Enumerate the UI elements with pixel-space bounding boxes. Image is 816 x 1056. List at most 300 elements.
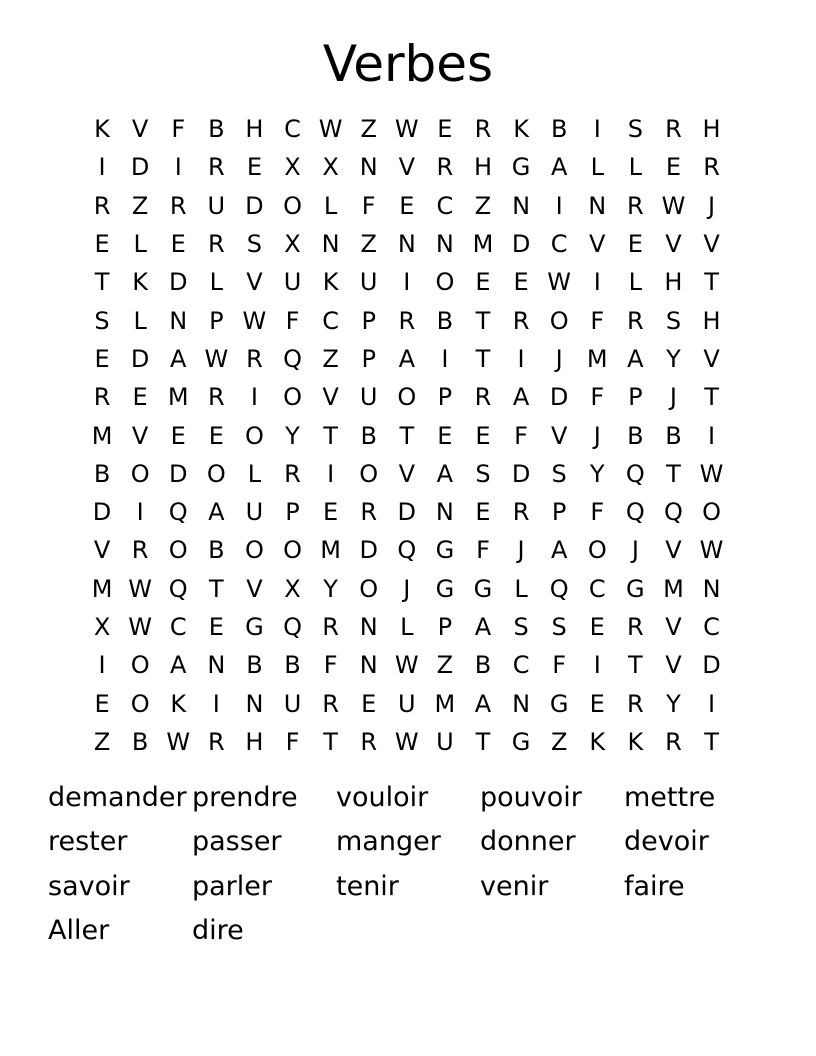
grid-letter: K (627, 727, 644, 756)
grid-letter: O (130, 459, 150, 488)
grid-letter: L (590, 153, 604, 182)
grid-letter: V (93, 536, 111, 565)
word-list-item: savoir (48, 870, 130, 902)
grid-letter: J (403, 574, 411, 603)
grid-letter: O (702, 498, 721, 527)
grid-letter: T (323, 727, 338, 756)
grid-letter: R (627, 306, 644, 335)
grid-letter: Z (131, 191, 149, 220)
grid-letter: B (93, 459, 111, 488)
grid-letter: G (473, 574, 493, 603)
grid-letter: M (320, 536, 341, 565)
grid-letter: M (167, 383, 189, 412)
word-list-item: tenir (336, 870, 399, 902)
grid-letter: I (98, 153, 106, 182)
grid-letter: L (400, 613, 414, 641)
grid-letter: E (589, 689, 605, 718)
grid-letter: Q (664, 498, 683, 527)
word-list-item: passer (192, 826, 282, 858)
grid-letter: O (397, 383, 417, 412)
grid-letter: I (593, 651, 601, 680)
grid-letter: F (590, 306, 605, 335)
grid-letter: I (517, 344, 525, 373)
grid-letter: T (666, 459, 681, 488)
grid-letter: V (665, 651, 682, 680)
grid-letter: A (208, 498, 225, 527)
grid-letter: H (245, 727, 264, 756)
grid-letter: L (514, 574, 528, 603)
grid-letter: R (665, 115, 682, 144)
grid-letter: C (436, 191, 454, 220)
grid-letter: T (704, 268, 719, 297)
grid-letter: A (398, 344, 415, 373)
grid-letter: W (242, 306, 267, 335)
grid-letter: I (403, 268, 411, 297)
grid-letter: O (244, 421, 264, 450)
grid-letter: K (322, 268, 339, 297)
grid-letter: G (511, 153, 531, 182)
grid-letter: A (550, 536, 568, 565)
grid-letter: R (93, 191, 111, 220)
grid-letter: B (550, 115, 568, 144)
grid-letter: O (244, 536, 264, 565)
grid-letter: P (437, 383, 453, 412)
grid-letter: S (513, 613, 529, 641)
grid-letter: R (703, 153, 720, 182)
grid-letter: Y (323, 574, 338, 603)
grid-letter: Z (322, 344, 339, 373)
grid-letter: E (170, 421, 186, 450)
grid-letter: A (474, 613, 492, 641)
grid-letter: J (631, 536, 639, 565)
grid-letter: H (664, 268, 683, 297)
grid-letter: V (665, 613, 682, 641)
grid-letter: W (661, 191, 686, 220)
grid-letter: E (627, 230, 643, 259)
grid-letter: S (627, 115, 643, 144)
grid-letter: R (246, 344, 263, 373)
grid-letter: J (669, 383, 677, 412)
grid-letter: E (399, 191, 415, 220)
grid-letter: S (551, 613, 567, 641)
grid-letter: W (128, 574, 152, 603)
grid-letter: Q (283, 344, 302, 373)
grid-letter: E (94, 344, 110, 373)
grid-letter: P (437, 613, 453, 641)
grid-letter: O (283, 383, 302, 412)
grid-letter: W (318, 115, 343, 144)
word-list-item: parler (192, 870, 272, 902)
grid-letter: R (207, 230, 225, 259)
grid-letter: E (246, 153, 262, 182)
word-list-item: manger (336, 826, 441, 858)
grid-letter: W (547, 268, 572, 297)
grid-letter: V (246, 574, 263, 603)
grid-letter: F (590, 383, 605, 412)
grid-letter: S (551, 459, 567, 488)
grid-letter: X (322, 153, 339, 182)
grid-letter: A (627, 344, 644, 373)
grid-letter: R (322, 689, 339, 718)
grid-letter: I (98, 651, 106, 680)
grid-letter: B (246, 651, 263, 680)
grid-letter: O (435, 268, 455, 297)
grid-letter: R (169, 191, 187, 220)
grid-letter: E (475, 421, 491, 450)
grid-letter: C (588, 574, 606, 603)
grid-letter: O (130, 689, 150, 718)
grid-letter: O (283, 536, 302, 565)
grid-letter: T (704, 383, 719, 412)
grid-letter: E (589, 613, 605, 641)
grid-letter: A (474, 689, 492, 718)
grid-letter: D (130, 344, 150, 373)
grid-letter: W (204, 344, 229, 373)
grid-letter: X (284, 153, 301, 182)
grid-letter: O (359, 574, 379, 603)
word-list-item: Aller (48, 914, 110, 946)
grid-letter: R (360, 498, 378, 527)
grid-letter: U (207, 191, 226, 220)
grid-letter: F (323, 651, 338, 680)
grid-letter: J (555, 344, 563, 373)
grid-letter: U (283, 689, 302, 718)
grid-letter: B (436, 306, 454, 335)
grid-letter: B (627, 421, 644, 450)
grid-letter: R (360, 727, 378, 756)
grid-letter: N (702, 574, 721, 603)
grid-letter: W (394, 115, 419, 144)
grid-letter: T (323, 421, 338, 450)
grid-letter: L (133, 306, 147, 335)
grid-letter: F (285, 306, 300, 335)
grid-letter: V (246, 268, 263, 297)
grid-letter: M (91, 574, 113, 603)
grid-letter: H (245, 115, 264, 144)
grid-letter: D (549, 383, 569, 412)
grid-letter: S (665, 306, 682, 335)
grid-letter: Q (625, 459, 645, 488)
grid-letter: Z (474, 191, 492, 220)
grid-letter: R (322, 613, 339, 641)
grid-letter: P (361, 344, 376, 373)
word-list (48, 778, 778, 955)
word-list-item: pouvoir (480, 782, 582, 813)
grid-letter: E (208, 613, 224, 641)
grid-letter: C (169, 613, 187, 641)
grid-letter: A (170, 651, 187, 680)
word-list-item: devoir (624, 826, 709, 858)
grid-letter: U (359, 383, 378, 412)
grid-letter: J (708, 191, 716, 220)
grid-letter: F (476, 536, 490, 565)
grid-letter: P (628, 383, 643, 412)
grid-letter: N (512, 191, 531, 220)
grid-letter: R (627, 191, 644, 220)
grid-letter: N (359, 153, 378, 182)
grid-letter: I (212, 689, 220, 718)
grid-letter: C (703, 613, 720, 641)
grid-letter: M (434, 689, 456, 718)
grid-letter: G (435, 536, 455, 565)
grid-letter: E (665, 153, 682, 182)
grid-letter: E (361, 689, 377, 718)
grid-letter: R (93, 383, 111, 412)
grid-letter: C (284, 115, 301, 144)
grid-letter: D (168, 459, 188, 488)
grid-letter: D (702, 651, 721, 680)
grid-letter: T (704, 727, 719, 756)
grid-letter: K (132, 268, 149, 297)
grid-letter: Q (397, 536, 417, 565)
grid-letter: R (207, 383, 225, 412)
grid-letter: V (703, 344, 720, 373)
grid-letter: A (550, 153, 568, 182)
grid-letter: V (589, 230, 606, 259)
word-list-item: dire (192, 914, 244, 946)
grid-letter: M (663, 574, 684, 603)
grid-letter: N (397, 230, 416, 259)
grid-letter: C (512, 651, 530, 680)
grid-letter: E (513, 268, 529, 297)
grid-letter: R (131, 536, 149, 565)
grid-letter: B (360, 421, 377, 450)
word-list-item: vouloir (336, 782, 429, 813)
grid-letter: N (588, 191, 607, 220)
grid-letter: D (245, 191, 264, 220)
grid-letter: Z (550, 727, 568, 756)
grid-letter: P (551, 498, 567, 527)
grid-letter: I (250, 383, 258, 412)
grid-letter: R (207, 153, 225, 182)
grid-letter: E (475, 268, 491, 297)
grid-letter: T (475, 727, 491, 756)
grid-letter: K (589, 727, 606, 756)
grid-letter: U (436, 727, 454, 756)
grid-letter: L (628, 268, 643, 297)
grid-letter: D (397, 498, 417, 527)
grid-letter: L (209, 268, 224, 297)
grid-letter: V (703, 230, 720, 259)
grid-letter: E (437, 421, 453, 450)
grid-letter: Z (93, 727, 111, 756)
grid-letter: T (628, 651, 643, 680)
grid-letter: B (284, 651, 301, 680)
grid-letter: J (593, 421, 601, 450)
grid-letter: Z (436, 651, 454, 680)
grid-letter: U (245, 498, 264, 527)
grid-letter: D (92, 498, 112, 527)
grid-letter: S (94, 306, 110, 335)
grid-letter: I (441, 344, 449, 373)
grid-letter: Q (283, 613, 302, 641)
grid-letter: E (437, 115, 453, 144)
grid-letter: I (593, 115, 601, 144)
grid-letter: R (512, 306, 530, 335)
grid-letter: Z (360, 115, 377, 144)
grid-letter: A (170, 344, 187, 373)
grid-letter: R (398, 306, 416, 335)
grid-letter: F (361, 191, 376, 220)
grid-letter: K (94, 115, 110, 144)
grid-letter: L (323, 191, 338, 220)
grid-letter: N (435, 498, 454, 527)
grid-letter: T (94, 268, 110, 297)
grid-letter: R (436, 153, 454, 182)
grid-letter: E (94, 689, 110, 718)
grid-letter: U (359, 268, 378, 297)
grid-letter: G (245, 613, 264, 641)
grid-letter: V (398, 153, 415, 182)
grid-letter: R (627, 613, 644, 641)
grid-letter: R (512, 498, 530, 527)
grid-letter: I (555, 191, 563, 220)
grid-letter: D (168, 268, 188, 297)
grid-letter: R (474, 115, 492, 144)
grid-letter: I (708, 421, 716, 450)
grid-letter: W (699, 536, 724, 565)
grid-letter: T (208, 574, 224, 603)
grid-letter: T (399, 421, 415, 450)
word-list-item: venir (480, 870, 549, 902)
grid-letter: F (552, 651, 567, 680)
grid-letter: R (665, 727, 682, 756)
grid-letter: S (246, 230, 263, 259)
grid-letter: I (593, 268, 601, 297)
grid-letter: R (284, 459, 301, 488)
grid-letter: I (136, 498, 144, 527)
grid-letter: O (168, 536, 188, 565)
grid-letter: G (511, 727, 531, 756)
grid-letter: E (208, 421, 224, 450)
grid-letter: H (473, 153, 492, 182)
word-list-item: donner (480, 826, 576, 858)
grid-letter: W (394, 651, 419, 680)
grid-letter: Q (625, 498, 645, 527)
page-title: Verbes (322, 35, 494, 93)
word-list-item: demander (48, 782, 187, 813)
grid-letter: T (475, 306, 491, 335)
grid-letter: N (169, 306, 188, 335)
grid-letter: N (245, 689, 264, 718)
grid-letter: N (512, 689, 531, 718)
grid-letter: O (283, 191, 302, 220)
grid-letter: H (702, 115, 721, 144)
grid-letter: L (628, 153, 643, 182)
grid-letter: V (550, 421, 568, 450)
grid-letter: F (514, 421, 528, 450)
grid-letter: R (627, 689, 644, 718)
grid-letter: J (517, 536, 525, 565)
grid-letter: W (394, 727, 419, 756)
grid-letter: K (170, 689, 187, 718)
grid-letter: E (475, 498, 491, 527)
word-list-item: mettre (624, 782, 716, 813)
grid-letter: S (475, 459, 491, 488)
grid-letter: T (475, 344, 491, 373)
grid-letter: V (665, 536, 682, 565)
grid-letter: F (285, 727, 300, 756)
grid-letter: O (587, 536, 607, 565)
grid-letter: Q (168, 498, 188, 527)
grid-letter: V (131, 115, 149, 144)
grid-letter: R (207, 727, 225, 756)
grid-letter: Y (666, 344, 681, 373)
grid-letter: P (361, 306, 376, 335)
grid-letter: Q (168, 574, 188, 603)
grid-letter: M (586, 344, 608, 373)
grid-letter: N (207, 651, 226, 680)
grid-letter: F (171, 115, 186, 144)
grid-letter: O (359, 459, 379, 488)
grid-letter: C (550, 230, 568, 259)
grid-letter: E (323, 498, 339, 527)
grid-letter: E (170, 230, 186, 259)
word-list-item: prendre (192, 782, 298, 813)
grid-letter: X (284, 230, 301, 259)
grid-letter: Q (549, 574, 569, 603)
grid-letter: D (359, 536, 378, 565)
grid-letter: N (321, 230, 340, 259)
grid-letter: B (665, 421, 682, 450)
grid-letter: K (513, 115, 529, 144)
grid-letter: O (549, 306, 569, 335)
letter-grid (83, 110, 731, 761)
grid-letter: D (130, 153, 150, 182)
grid-letter: I (174, 153, 182, 182)
grid-letter: H (702, 306, 721, 335)
grid-letter: I (708, 689, 716, 718)
grid-letter: X (93, 613, 111, 641)
grid-letter: I (327, 459, 335, 488)
grid-letter: X (284, 574, 301, 603)
grid-letter: G (549, 689, 569, 718)
grid-letter: D (511, 459, 531, 488)
grid-letter: W (128, 613, 152, 641)
grid-letter: E (94, 230, 110, 259)
grid-letter: P (209, 306, 224, 335)
word-list-item: faire (624, 870, 685, 902)
grid-letter: R (474, 383, 492, 412)
grid-letter: V (665, 230, 682, 259)
grid-letter: N (435, 230, 454, 259)
grid-letter: L (133, 230, 147, 259)
grid-letter: N (359, 651, 378, 680)
grid-letter: N (359, 613, 378, 641)
grid-letter: D (511, 230, 531, 259)
grid-letter: C (322, 306, 339, 335)
grid-letter: L (247, 459, 262, 488)
grid-letter: V (131, 421, 149, 450)
grid-letter: W (699, 459, 724, 488)
grid-letter: Y (666, 689, 681, 718)
grid-letter: A (436, 459, 454, 488)
word-list-item: rester (48, 826, 128, 858)
grid-letter: V (398, 459, 415, 488)
grid-letter: B (131, 727, 149, 756)
grid-letter: M (472, 230, 494, 259)
grid-letter: O (130, 651, 150, 680)
grid-letter: B (474, 651, 492, 680)
grid-letter: G (626, 574, 645, 603)
grid-letter: B (208, 115, 225, 144)
grid-letter: F (590, 498, 605, 527)
grid-letter: E (132, 383, 148, 412)
grid-letter: Y (285, 421, 300, 450)
grid-letter: U (283, 268, 302, 297)
grid-letter: G (435, 574, 455, 603)
grid-letter: P (285, 498, 300, 527)
